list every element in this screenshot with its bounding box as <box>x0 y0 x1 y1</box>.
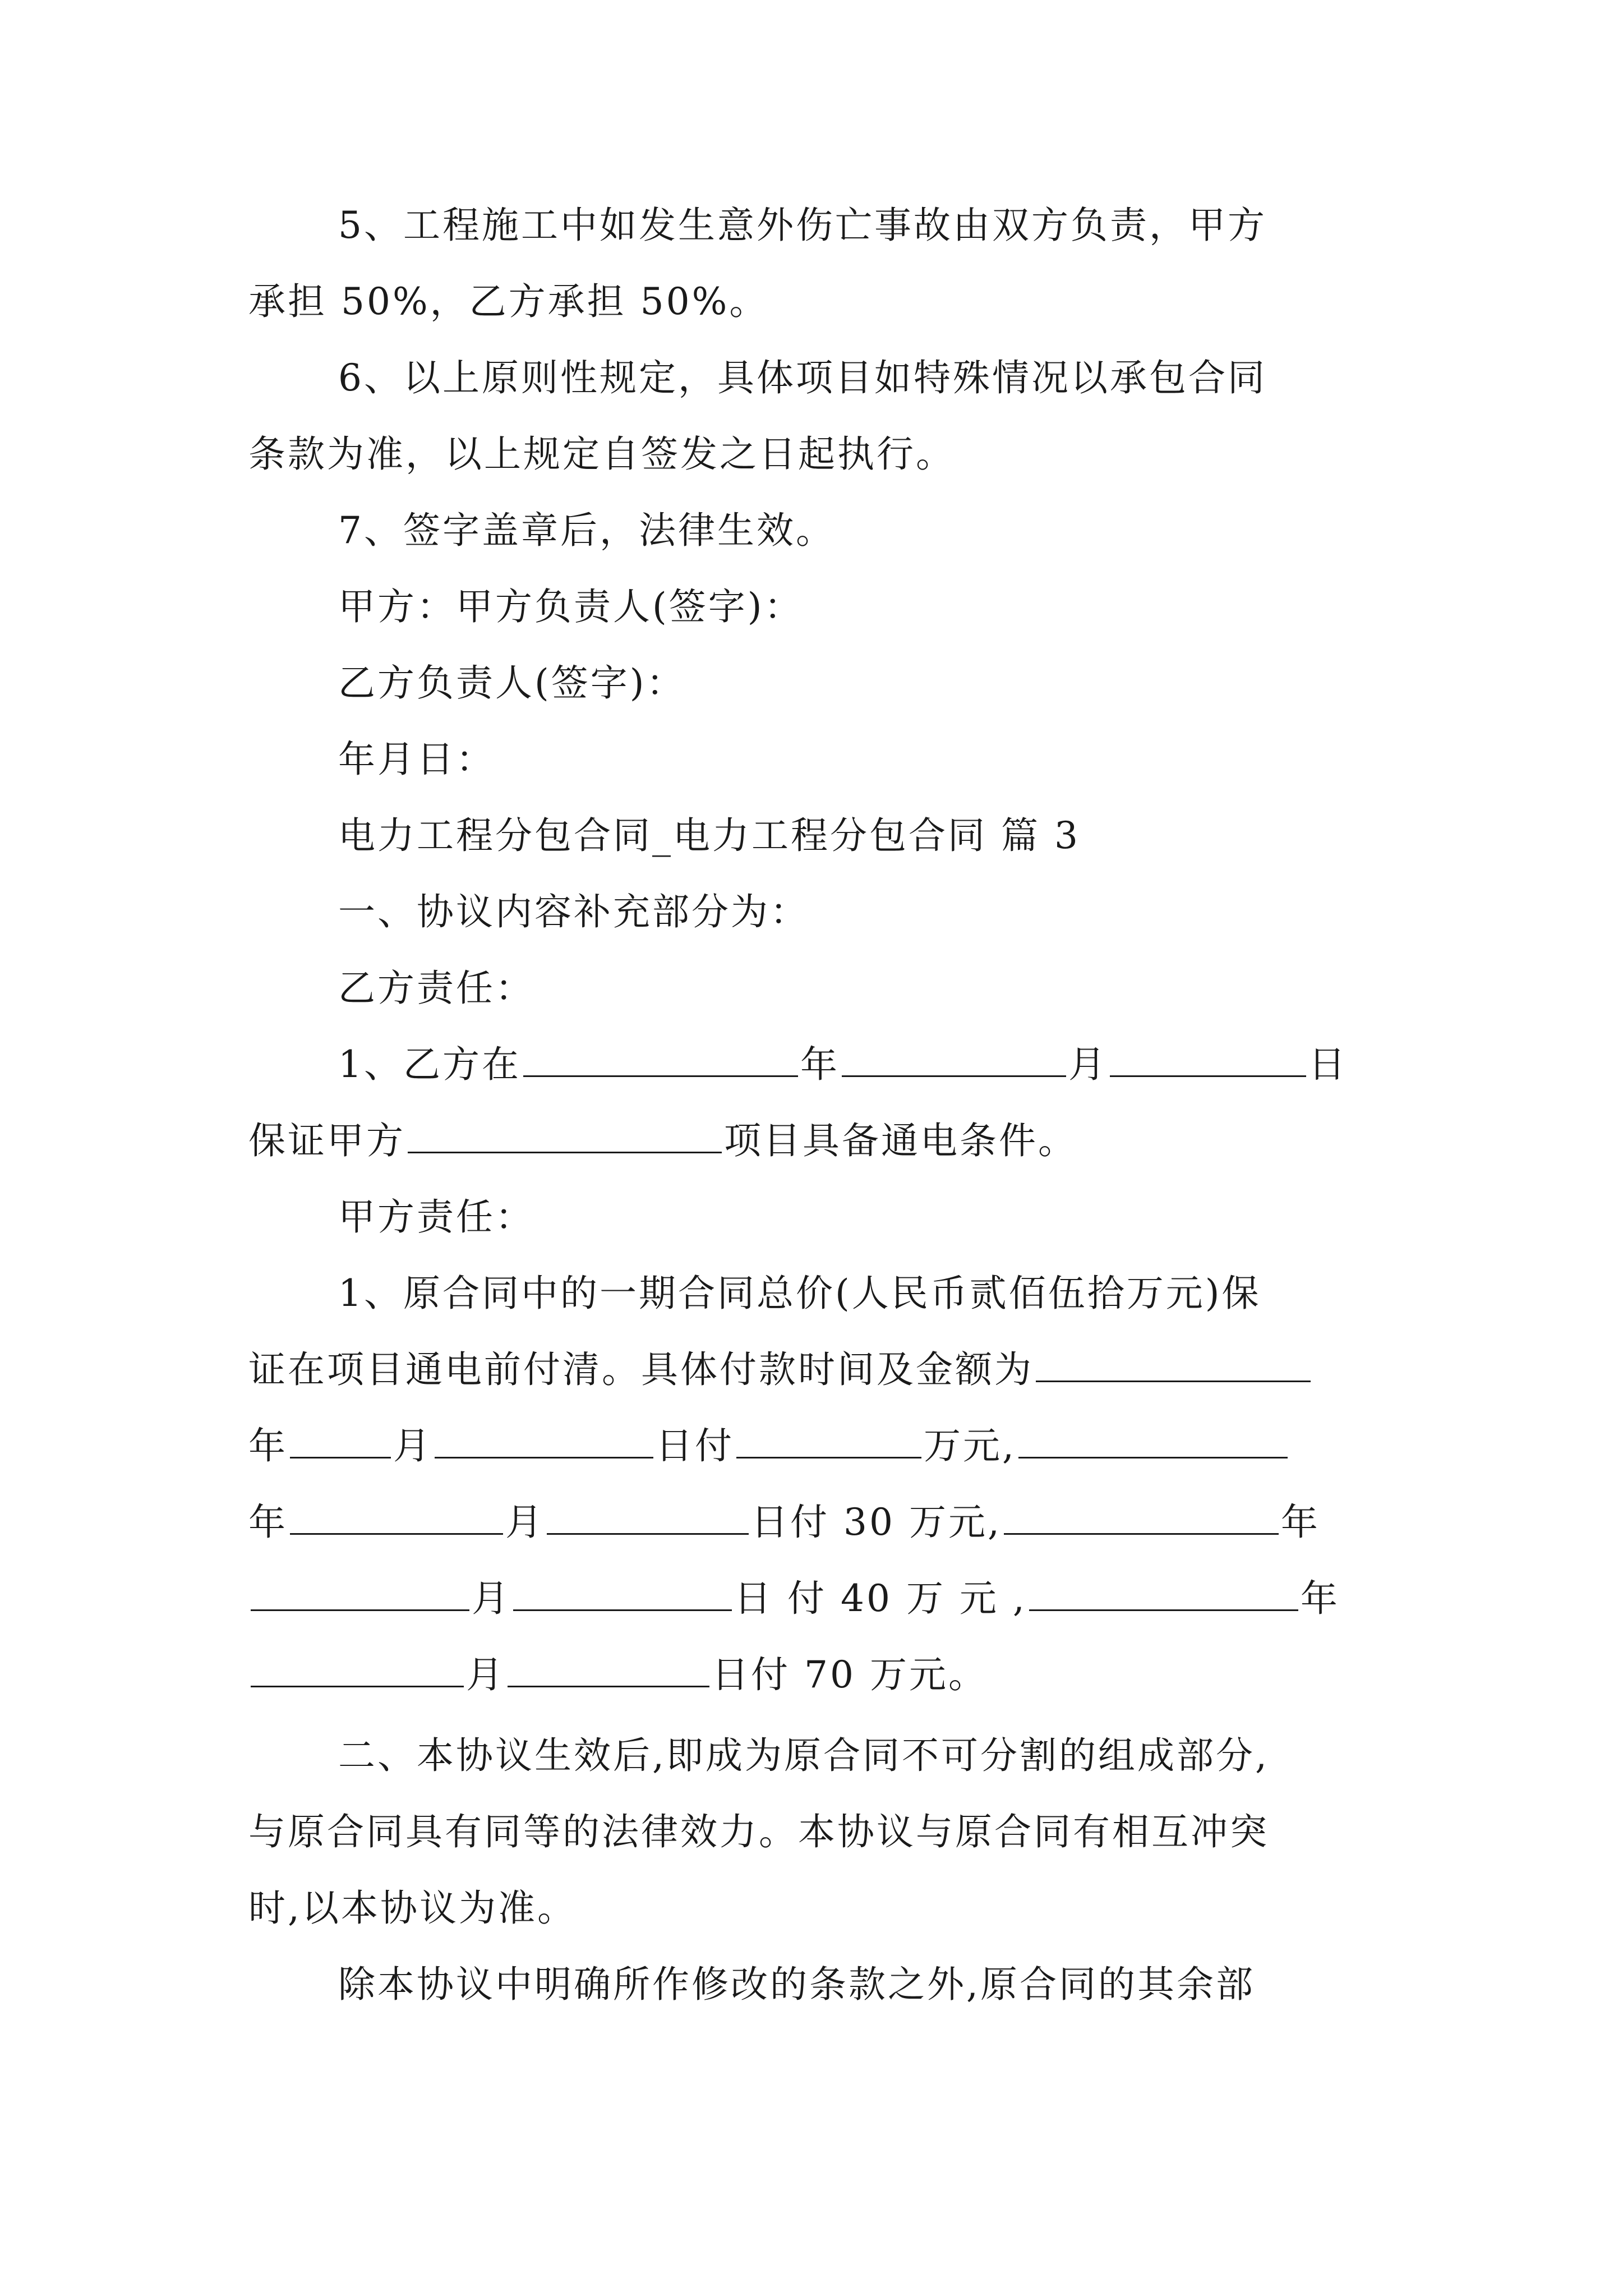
paragraph-line: 7、签字盖章后，法律生效。 <box>338 509 835 552</box>
clause-text: 月 <box>466 1653 505 1696</box>
payment-schedule-line <box>248 1418 1290 1474</box>
clause-text: 日付 70 万元。 <box>712 1653 988 1696</box>
fill-in-blank[interactable] <box>290 1422 391 1458</box>
party-a-clause-line: 1、原合同中的一期合同总价(人民币贰佰伍拾万元)保 <box>338 1272 1261 1315</box>
payment-schedule-line <box>248 1647 988 1703</box>
fill-in-blank[interactable] <box>842 1041 1066 1077</box>
fill-in-blank[interactable] <box>251 1651 464 1687</box>
party-b-clause-line <box>248 1113 1077 1169</box>
clause-text: 年 <box>800 1043 840 1086</box>
paragraph-line: 与原合同具有同等的法律效力。本协议与原合同有相互冲突 <box>248 1810 1269 1853</box>
paragraph-line: 时,以本协议为准。 <box>248 1887 577 1930</box>
clause-text: 日付 30 万元, <box>751 1501 1002 1544</box>
fill-in-blank[interactable] <box>1110 1041 1306 1077</box>
clause-text: 年 <box>248 1424 288 1467</box>
clause-text: 1、乙方在 <box>338 1043 521 1086</box>
paragraph-line: 条款为准，以上规定自签发之日起执行。 <box>248 432 955 476</box>
clause-text: 年 <box>1300 1577 1340 1620</box>
fill-in-blank[interactable] <box>547 1498 749 1535</box>
clause-text: 月 <box>393 1424 432 1467</box>
fill-in-blank[interactable] <box>513 1575 732 1611</box>
clause-text: 项目具备通电条件。 <box>724 1119 1077 1162</box>
clause-text: 保证甲方 <box>248 1119 405 1162</box>
clause-text: 日 <box>1308 1043 1348 1086</box>
section-heading: 电力工程分包合同_电力工程分包合同 篇 3 <box>338 814 1080 857</box>
clause-text: 万元, <box>924 1424 1016 1467</box>
signature-line-party-b: 乙方负责人(签字)： <box>338 661 686 705</box>
payment-schedule-line <box>248 1494 1320 1550</box>
payment-schedule-line <box>248 1571 1340 1627</box>
paragraph-line: 承担 50%，乙方承担 50%。 <box>248 280 769 323</box>
fill-in-blank[interactable] <box>736 1422 921 1458</box>
paragraph-line: 5、工程施工中如发生意外伤亡事故由双方负责，甲方 <box>338 204 1267 247</box>
fill-in-blank[interactable] <box>523 1041 798 1077</box>
fill-in-blank[interactable] <box>508 1651 709 1687</box>
signature-line-party-a: 甲方：甲方负责人(签字)： <box>338 585 804 628</box>
fill-in-blank[interactable] <box>1018 1422 1288 1458</box>
fill-in-blank[interactable] <box>1029 1575 1298 1611</box>
fill-in-blank[interactable] <box>1036 1346 1311 1382</box>
clause-text: 万 元 , <box>906 1577 1027 1620</box>
fill-in-blank[interactable] <box>1004 1498 1279 1535</box>
clause-text: 月 <box>1068 1043 1108 1086</box>
clause-text: 月 <box>472 1577 511 1620</box>
paragraph-line: 除本协议中明确所作修改的条款之外,原合同的其余部 <box>338 1963 1255 2006</box>
party-b-clause-line <box>338 1037 1348 1093</box>
clause-text: 证在项目通电前付清。具体付款时间及金额为 <box>248 1348 1034 1391</box>
clause-text: 日付 <box>656 1424 734 1467</box>
party-a-clause-line <box>248 1342 1313 1398</box>
date-line: 年月日： <box>338 738 495 781</box>
clause-text: 40 <box>840 1577 892 1620</box>
fill-in-blank[interactable] <box>290 1498 503 1535</box>
party-b-heading: 乙方责任： <box>338 967 534 1010</box>
party-a-heading: 甲方责任： <box>338 1195 534 1239</box>
clause-text: 年 <box>1280 1501 1320 1544</box>
fill-in-blank[interactable] <box>435 1422 653 1458</box>
fill-in-blank[interactable] <box>408 1117 722 1153</box>
clause-text: 年 <box>248 1501 288 1544</box>
paragraph-line: 二、本协议生效后,即成为原合同不可分割的组成部分, <box>338 1734 1269 1777</box>
clause-text: 月 <box>505 1501 545 1544</box>
paragraph-line: 6、以上原则性规定，具体项目如特殊情况以承包合同 <box>338 356 1267 399</box>
paragraph-line: 一、协议内容补充部分为： <box>338 890 809 933</box>
fill-in-blank[interactable] <box>251 1575 469 1611</box>
clause-text: 日 付 <box>734 1577 827 1620</box>
